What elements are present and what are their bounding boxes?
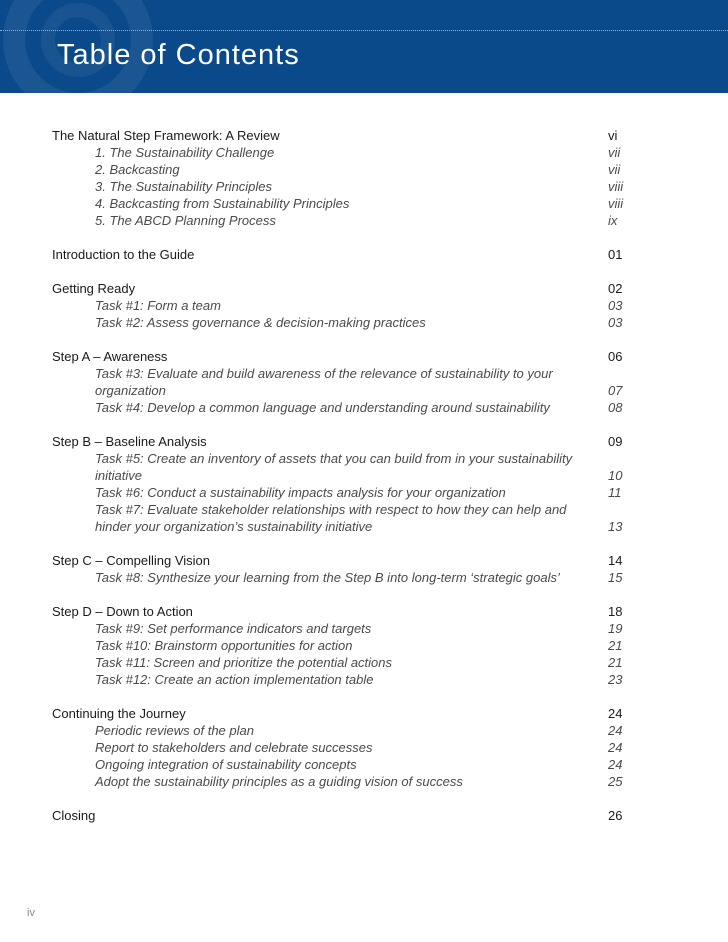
toc-section-heading[interactable]: [52, 705, 632, 722]
entry-page: 23: [608, 672, 623, 687]
section-page: 26: [608, 808, 623, 823]
toc-section-heading[interactable]: [52, 127, 632, 144]
toc-entry[interactable]: [52, 161, 632, 178]
section-title: Closing: [52, 808, 96, 823]
entry-label: Task #4: Develop a common language and understanding around sustainability: [95, 400, 550, 415]
section-title: Step A – Awareness: [52, 349, 168, 364]
toc-section: [52, 705, 632, 790]
entry-label: Task #9: Set performance indicators and targets: [95, 621, 372, 636]
header-banner: [0, 0, 728, 93]
toc-entry[interactable]: [52, 297, 632, 314]
section-page: 18: [608, 604, 623, 619]
entry-label: Task #3: Evaluate and build awareness of the relevance of sustainability to your organization: [95, 366, 553, 398]
section-title: Step B – Baseline Analysis: [52, 434, 207, 449]
entry-label: Adopt the sustainability principles as a guiding vision of success: [95, 774, 463, 789]
page-number: iv: [27, 907, 35, 919]
entry-page: 03: [608, 298, 623, 313]
entry-label: Periodic reviews of the plan: [95, 723, 254, 738]
toc-section: [52, 246, 632, 263]
entry-page: 10: [608, 468, 623, 483]
toc-entry[interactable]: [52, 773, 632, 790]
entry-page: 24: [608, 723, 623, 738]
entry-label: Task #2: Assess governance & decision-making practices: [95, 315, 426, 330]
toc-section-heading[interactable]: [52, 280, 632, 297]
entry-label: Task #11: Screen and prioritize the potential actions: [95, 655, 393, 670]
toc-section-heading[interactable]: [52, 603, 632, 620]
toc-entry[interactable]: [52, 569, 632, 586]
toc-section: [52, 127, 632, 229]
toc-entry[interactable]: [52, 484, 632, 501]
toc-section: [52, 280, 632, 331]
entry-page: viii: [608, 179, 624, 194]
entry-page: 15: [608, 570, 623, 585]
entry-label: 3. The Sustainability Principles: [95, 179, 273, 194]
toc-entry[interactable]: [52, 144, 632, 161]
table-of-contents: [52, 127, 632, 841]
toc-entry[interactable]: [52, 620, 632, 637]
toc-section-heading[interactable]: [52, 348, 632, 365]
entry-label: Report to stakeholders and celebrate successes: [95, 740, 373, 755]
toc-entry[interactable]: [52, 399, 632, 416]
section-page: 09: [608, 434, 623, 449]
entry-label: Ongoing integration of sustainability concepts: [95, 757, 357, 772]
entry-label: 5. The ABCD Planning Process: [95, 213, 276, 228]
entry-page: 03: [608, 315, 623, 330]
dotted-rule: [0, 30, 728, 31]
section-title: Step C – Compelling Vision: [52, 553, 211, 568]
toc-section: [52, 348, 632, 416]
page-title: Table of Contents: [57, 39, 300, 71]
entry-page: 24: [608, 740, 623, 755]
toc-entry[interactable]: [52, 756, 632, 773]
toc-section-heading[interactable]: [52, 807, 632, 824]
toc-entry[interactable]: [52, 450, 632, 484]
section-page: vi: [608, 128, 618, 143]
toc-section-heading[interactable]: [52, 246, 632, 263]
toc-entry[interactable]: [52, 212, 632, 229]
section-page: 14: [608, 553, 623, 568]
toc-section-heading[interactable]: [52, 552, 632, 569]
section-title: Introduction to the Guide: [52, 247, 195, 262]
toc-entry[interactable]: [52, 722, 632, 739]
entry-page: vii: [608, 162, 621, 177]
toc-section-heading[interactable]: [52, 433, 632, 450]
toc-entry[interactable]: [52, 671, 632, 688]
section-title: The Natural Step Framework: A Review: [52, 128, 280, 143]
toc-entry[interactable]: [52, 637, 632, 654]
section-page: 01: [608, 247, 623, 262]
entry-label: 1. The Sustainability Challenge: [95, 145, 275, 160]
section-page: 02: [608, 281, 623, 296]
toc-entry[interactable]: [52, 501, 632, 535]
toc-section: [52, 603, 632, 688]
entry-page: ix: [608, 213, 618, 228]
toc-entry[interactable]: [52, 314, 632, 331]
section-title: Continuing the Journey: [52, 706, 186, 721]
toc-entry[interactable]: [52, 195, 632, 212]
toc-entry[interactable]: [52, 654, 632, 671]
section-page: 06: [608, 349, 623, 364]
entry-label: Task #6: Conduct a sustainability impacts analysis for your organization: [95, 485, 506, 500]
entry-page: 21: [608, 655, 623, 670]
entry-page: 25: [608, 774, 623, 789]
entry-page: 13: [608, 519, 623, 534]
entry-page: 08: [608, 400, 623, 415]
entry-page: viii: [608, 196, 624, 211]
entry-page: 07: [608, 383, 623, 398]
toc-entry[interactable]: [52, 178, 632, 195]
entry-label: Task #5: Create an inventory of assets that you can build from in your sustainability initiative: [95, 451, 573, 483]
section-title: Getting Ready: [52, 281, 136, 296]
entry-page: 11: [608, 485, 622, 500]
section-page: 24: [608, 706, 623, 721]
toc-section: [52, 807, 632, 824]
entry-label: 2. Backcasting: [95, 162, 180, 177]
entry-label: Task #1: Form a team: [95, 298, 221, 313]
entry-page: 24: [608, 757, 623, 772]
entry-page: 21: [608, 638, 623, 653]
entry-page: 19: [608, 621, 623, 636]
entry-label: Task #10: Brainstorm opportunities for action: [95, 638, 353, 653]
entry-label: Task #7: Evaluate stakeholder relationships with respect to how they can help and hinder your organization’s sustainability initiative: [95, 502, 567, 534]
toc-entry[interactable]: [52, 739, 632, 756]
entry-page: vii: [608, 145, 621, 160]
entry-label: Task #12: Create an action implementation table: [95, 672, 374, 687]
entry-label: 4. Backcasting from Sustainability Principles: [95, 196, 350, 211]
toc-entry[interactable]: [52, 365, 632, 399]
section-title: Step D – Down to Action: [52, 604, 193, 619]
entry-label: Task #8: Synthesize your learning from the Step B into long-term ‘strategic goals’: [95, 570, 560, 585]
toc-section: [52, 552, 632, 586]
toc-section: [52, 433, 632, 535]
